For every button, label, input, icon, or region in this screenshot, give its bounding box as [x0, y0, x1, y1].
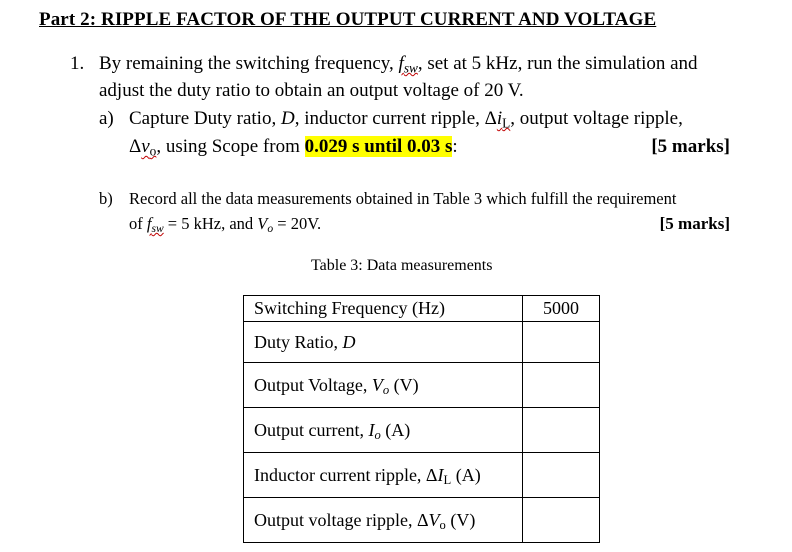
row-value: 5000 — [523, 296, 600, 322]
part-a-line-2: $\Delta v_o$, using Scope from 0.029 s until 0.03 s: — [129, 136, 458, 159]
table-caption: Table 3: Data measurements — [311, 257, 493, 274]
part-a-line-1: Capture Duty ratio, D, inductor current ripple, $\Delta i_L$, output voltage ripple, — [129, 108, 683, 131]
row-label: Output current, $I_o$ (A) — [244, 408, 523, 453]
question-1-number: 1. — [70, 53, 85, 74]
part-a-marks: [5 marks] — [651, 136, 730, 157]
row-label: Switching Frequency (Hz) — [244, 296, 523, 322]
highlighted-time-range: 0.029 s until 0.03 s — [304, 136, 453, 157]
table-row — [244, 296, 600, 322]
part-b-line-1: Record all the data measurements obtained in Table 3 which fulfill the requirement — [129, 189, 677, 208]
part-a-label: a) — [99, 108, 114, 129]
row-value — [523, 322, 600, 363]
part-b-line-2: of $f_{sw} = 5$ kHz, and $V_o = 20V$. — [129, 214, 322, 235]
question-1-line-1: By remaining the switching frequency, $f_{sw}$, set at 5 kHz, run the simulation and — [99, 53, 698, 76]
part-b-label: b) — [99, 189, 113, 208]
table-row — [244, 408, 600, 453]
row-label: Output Voltage, $V_o$ (V) — [244, 363, 523, 408]
row-label: Output voltage ripple, $\Delta V_o$ (V) — [244, 498, 523, 543]
row-value — [523, 453, 600, 498]
table-row — [244, 498, 600, 543]
section-heading: Part 2: RIPPLE FACTOR OF THE OUTPUT CURRENT AND VOLTAGE — [39, 9, 657, 30]
row-label: Duty Ratio, D — [244, 322, 523, 363]
row-value — [523, 408, 600, 453]
table-row — [244, 363, 600, 408]
table-row — [244, 453, 600, 498]
table-row — [244, 322, 600, 363]
part-b-marks: [5 marks] — [659, 214, 730, 233]
row-value — [523, 363, 600, 408]
row-label: Inductor current ripple, $\Delta I_L$ (A) — [244, 453, 523, 498]
row-value — [523, 498, 600, 543]
question-1-line-2: adjust the duty ratio to obtain an output voltage of 20 V. — [99, 80, 524, 101]
data-measurements-table — [243, 295, 600, 543]
